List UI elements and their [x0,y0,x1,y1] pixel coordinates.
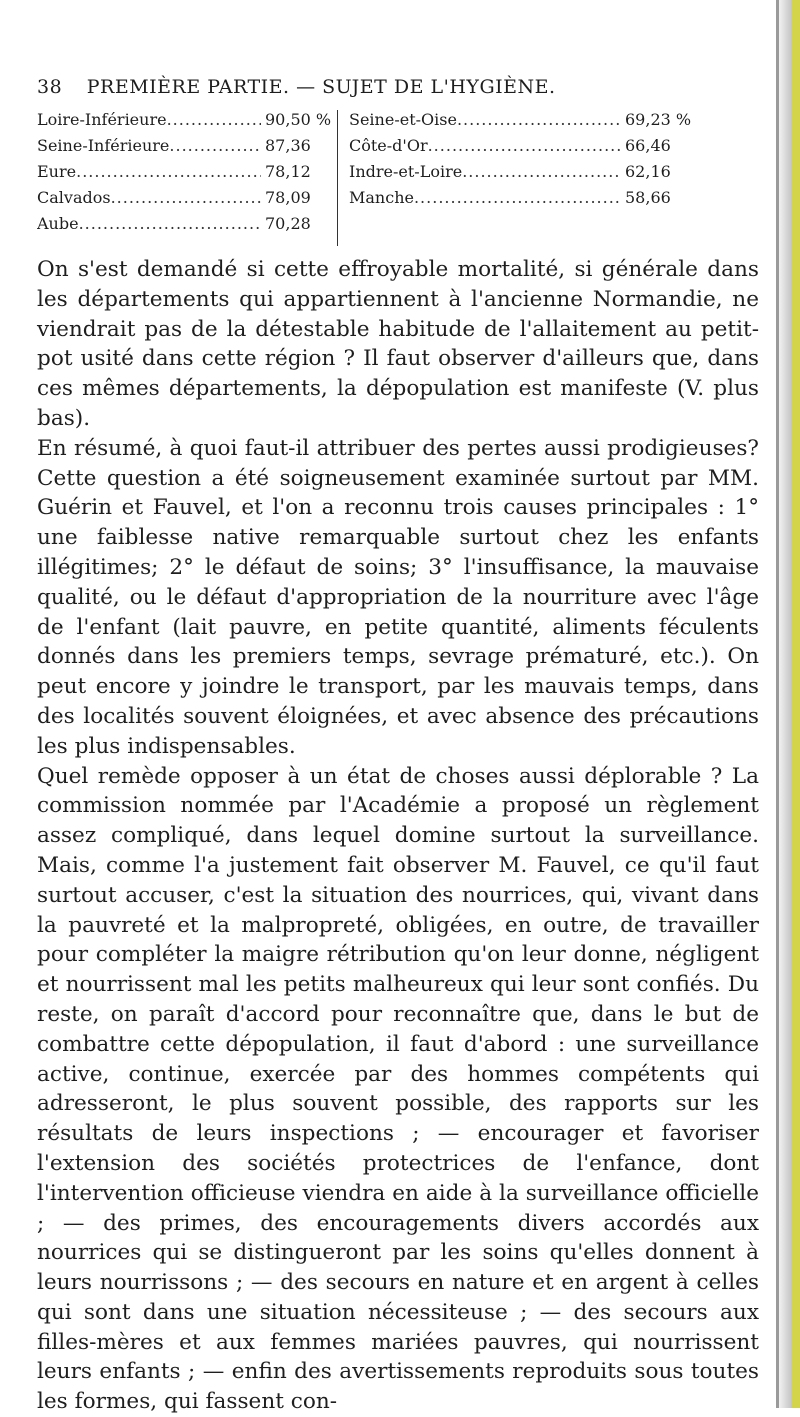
department-name: Manche ..... [349,188,621,207]
edge-strip-yellow [791,0,800,1408]
table-row [349,184,689,210]
mortality-value: 62,16 [621,162,689,181]
page-edge-binding [774,0,800,1408]
edge-strip-line [776,0,779,1408]
department-name: Indre-et-Loire ..... [349,162,621,181]
paragraph: Quel remède opposer à un état de choses aussi déplorable ? La commission nommée par l'Académie a proposé un règlement assez compliqué, dans lequel domine surtout la surveillance. Mais, comme l'a justement fait observer M. Fauvel, ce qu'il faut surtout accuser, c'est la situation des nourrices, qui, vivant dans la pauvreté et la malpropreté, obligées, en outre, de travailler pour compléter la maigre rétribution qu'on leur donne, négligent et nourrissent mal les petits malheureux qui leur sont confiés. Du reste, on paraît d'accord pour reconnaître que, dans le but de combattre cette dépopulation, il faut d'abord : une surveillance active, continue, exercée par des hommes compétents qui adresseront, le plus souvent possible, des rapports sur les résultats de leurs inspections ; — encourager et favoriser l'extension des sociétés protectrices de l'enfance, dont l'intervention officieuse viendra en aide à la surveillance officielle ; — des primes, des encouragements divers accordés aux nourrices qui se distingueront par les soins qu'elles donnent à leurs nourrissons ; — des secours en nature et en argent à celles qui sont dans une situation nécessiteuse ; — des secours aux filles-mères et aux femmes mariées pauvres, qui nourrissent leurs enfants ; — enfin des avertissements reproduits sous toutes les formes, qui fassent con- [37,763,759,1415]
edge-strip-shadow [779,0,791,1408]
table-column-left [37,106,332,236]
department-name: Aube ..... [37,214,261,233]
table-row [37,158,327,184]
table-column-right [349,106,692,210]
department-name: Seine-Inférieure ..... [37,136,261,155]
department-name: Côte-d'Or ..... [349,136,621,155]
department-name: Eure ..... [37,162,261,181]
mortality-value: 66,46 [621,136,689,155]
mortality-value: 70,28 [261,214,327,233]
paragraph: En résumé, à quoi faut-il attribuer des pertes aussi prodigieuses? Cette question a été soigneusement examinée surtout par MM. Guérin et Fauvel, et l'on a reconnu trois causes principales : 1° une faiblesse native remarquable surtout chez les enfants illégitimes; 2° le défaut de soins; 3° l'insuffisance, la mauvaise qualité, ou le défaut d'appropriation de la nourriture avec l'âge de l'enfant (lait pauvre, en petite quantité, aliments féculents donnés dans les premiers temps, sevrage prématuré, etc.). On peut encore y joindre le transport, par les mauvais temps, dans des localités souvent éloignées, et avec absence des précautions les plus indispensables. [37,435,759,759]
page-number: 38 [37,76,63,98]
mortality-value: 87,36 [261,136,327,155]
running-title: PREMIÈRE PARTIE. — SUJET DE L'HYGIÈNE. [86,76,556,98]
mortality-value: 58,66 [621,188,689,207]
table-row [37,210,327,236]
mortality-value: 90,50 % [261,110,327,129]
department-name: Loire-Inférieure ..... [37,110,261,129]
table-row [349,158,689,184]
paragraph: On s'est demandé si cette effroyable mortalité, si générale dans les départements qui appartiennent à l'ancienne Normandie, ne viendrait pas de la détestable habitude de l'allaitement au petit-pot usité dans cette région ? Il faut observer d'ailleurs que, dans ces mêmes départements, la dépopulation est manifeste (V. plus bas). [37,257,759,431]
mortality-table [37,106,757,246]
table-row [37,106,332,132]
department-name: Seine-et-Oise ..... [349,110,621,129]
mortality-value: 78,09 [261,188,327,207]
mortality-value: 78,12 [261,162,327,181]
table-row [349,132,689,158]
running-header [37,76,757,98]
body-text [37,255,759,1417]
department-name: Calvados ..... [37,188,261,207]
mortality-value: 69,23 % [621,110,689,129]
table-row [37,184,327,210]
table-row [37,132,327,158]
column-divider [337,110,338,246]
table-row [349,106,692,132]
